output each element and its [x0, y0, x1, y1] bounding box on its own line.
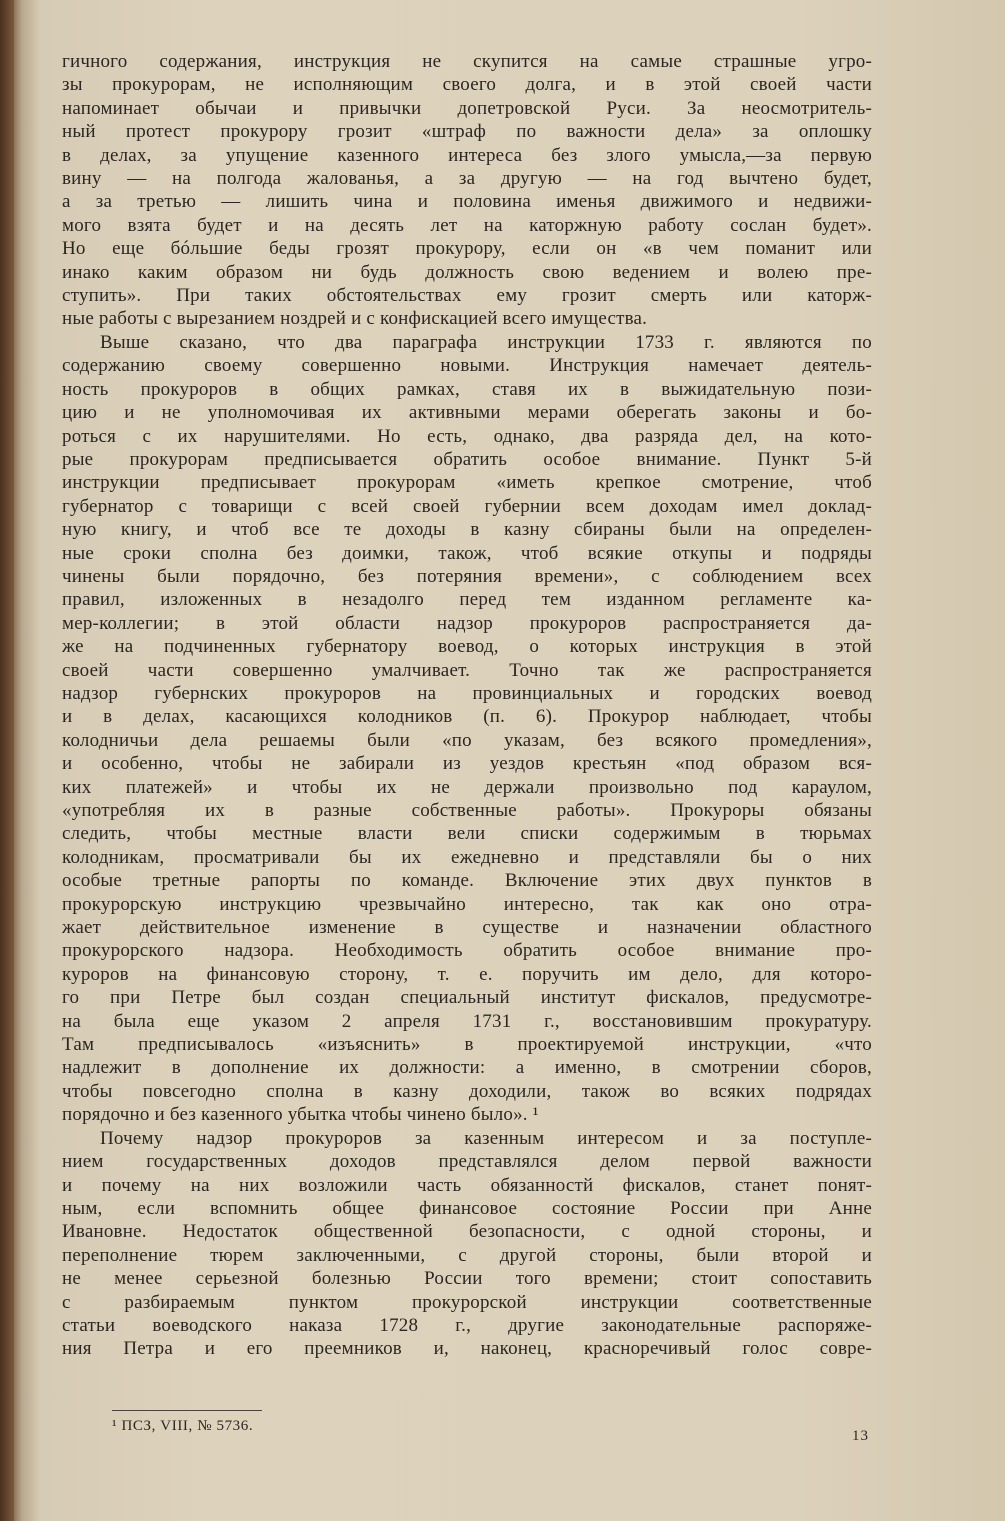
- text-line: Почему надзор прокуроров за казенным интересом и за поступле-: [100, 1127, 872, 1149]
- text-line: ную книгу, и чтоб все те доходы в казну сбираны были на определен-: [62, 519, 872, 541]
- text-line: и почему на них возложили часть обязанностй фискалов, станет понят-: [62, 1174, 872, 1196]
- page-number: 13: [852, 1428, 869, 1444]
- text-line: Выше сказано, что два параграфа инструкции 1733 г. являются по: [100, 331, 872, 353]
- text-line: ные работы с вырезанием ноздрей и с конфискацией всего имущества.: [62, 308, 648, 330]
- text-line: колодничьи дела решаемы были «по указам, без всякого промедления»,: [62, 729, 872, 751]
- text-line: содержанию своему совершенно новыми. Инструкция намечает деятель-: [62, 355, 872, 377]
- text-line: вину — на полгода жалованья, а за другую — на год вычтено будет,: [62, 168, 872, 190]
- text-line: правил, изложенных в незадолго перед тем изданном регламенте ка-: [62, 589, 872, 611]
- text-line: ный протест прокурору грозит «штраф по важности дела» за оплошку: [62, 121, 872, 143]
- text-line: надлежит в дополнение их должности: а именно, в смотрении сборов,: [62, 1057, 872, 1079]
- text-line: следить, чтобы местные власти вели списки содержимым в тюрьмах: [62, 823, 872, 845]
- text-line: мер-коллегии; в этой области надзор прокуроров распространяется да-: [62, 612, 872, 634]
- text-line: рые прокурорам предписывается обратить особое внимание. Пункт 5-й: [62, 448, 872, 470]
- text-line: чтобы повсегодно сполна в казну доходили, також во всяких подрядах: [62, 1080, 872, 1102]
- text-line: Ивановне. Недостаток общественной безопасности, с одной стороны, и: [62, 1221, 872, 1243]
- text-line: на была еще указом 2 апреля 1731 г., восстановившим прокуратуру.: [62, 1010, 872, 1032]
- footnote: ¹ ПСЗ, VIII, № 5736.: [112, 1418, 254, 1434]
- text-line: зы прокурорам, не исполняющим своего долга, и в этой своей части: [62, 74, 872, 96]
- text-line: же на подчиненных губернатору воевод, о которых инструкция в этой: [62, 636, 872, 658]
- text-line: и в делах, касающихся колодников (п. 6). Прокурор наблюдает, чтобы: [62, 706, 872, 728]
- text-line: надзор губернских прокуроров на провинциальных и городских воевод: [62, 682, 872, 704]
- text-line: особые третные рапорты по команде. Включение этих двух пунктов в: [62, 870, 872, 892]
- text-line: «употребляя их в разные собственные работы». Прокуроры обязаны: [62, 800, 872, 821]
- text-line: переполнение тюрем заключенными, с другой стороны, были второй и: [62, 1244, 872, 1266]
- text-line: нием государственных доходов представлялся делом первой важности: [62, 1151, 872, 1173]
- main-text: [62, 50, 872, 1361]
- text-line: ность прокуроров в общих рамках, ставя их в выжидательную пози-: [62, 378, 872, 400]
- text-line: колодникам, просматривали бы их ежедневно и представляли бы о них: [62, 846, 872, 868]
- text-line: статьи воеводского наказа 1728 г., другие законодательные распоряже-: [62, 1314, 872, 1336]
- text-line: цию и не уполномочивая их активными мерами оберегать законы и бо-: [62, 402, 872, 424]
- text-line: чинены были порядочно, без потеряния времени», с соблюдением всех: [62, 565, 872, 587]
- text-line: и особенно, чтобы не забирали из уездов крестьян «под образом вся-: [62, 753, 872, 775]
- text-line: Там предписывалось «изъяснить» в проектируемой инструкции, «что: [62, 1034, 872, 1056]
- text-line: губернатор с товарищи с всей своей губернии всем доходам имел доклад-: [62, 495, 872, 517]
- text-line: ния Петра и его преемников и, наконец, красноречивый голос совре-: [62, 1338, 872, 1360]
- text-line: инструкции предписывает прокурорам «иметь крепкое смотрение, чтоб: [62, 472, 872, 494]
- text-line: Но еще бóльшие беды грозят прокурору, если он «в чем поманит или: [62, 238, 872, 260]
- text-line: го при Петре был создан специальный институт фискалов, предусмотре-: [62, 987, 872, 1009]
- text-line: напоминает обычаи и привычки допетровской Руси. За неосмотритель-: [62, 97, 872, 119]
- footnote-divider: [112, 1410, 262, 1411]
- text-line: мого взята будет и на десять лет на каторжную работу сослан будет».: [62, 214, 872, 236]
- text-line: в делах, за упущение казенного интереса без злого умысла,—за первую: [62, 144, 872, 166]
- text-line: жает действительное изменение в существе и назначении областного: [62, 917, 872, 939]
- text-line: роться с их нарушителями. Но есть, однако, два разряда дел, на кото-: [62, 425, 872, 447]
- text-line: ным, если вспомнить общее финансовое состояние России при Анне: [62, 1197, 872, 1219]
- text-line: своей части совершенно умалчивает. Точно так же распространяется: [62, 659, 872, 681]
- text-line: прокурорского надзора. Необходимость обратить особое внимание про-: [62, 940, 872, 962]
- text-line: ступить». При таких обстоятельствах ему грозит смерть или каторж-: [62, 285, 872, 307]
- text-line: куроров на финансовую сторону, т. е. поручить им дело, для которо-: [62, 963, 872, 985]
- text-line: ные сроки сполна без доимки, також, чтоб всякие откупы и подряды: [62, 542, 872, 564]
- text-line: не менее серьезной болезнью России того времени; стоит сопоставить: [62, 1268, 872, 1290]
- book-spine-shadow: [0, 0, 14, 1521]
- text-line: с разбираемым пунктом прокурорской инструкции соответственные: [62, 1291, 872, 1313]
- text-line: прокурорскую инструкцию чрезвычайно интересно, так как оно отра-: [62, 893, 872, 915]
- text-line: порядочно и без казенного убытка чтобы чинено было». ¹: [62, 1104, 539, 1126]
- text-line: гичного содержания, инструкция не скупится на самые страшные угро-: [62, 51, 872, 72]
- text-line: инако каким образом ни будь должность свою ведением и волею пре-: [62, 261, 872, 283]
- text-line: ких платежей» и чтобы их не держали произвольно под караулом,: [62, 776, 872, 798]
- text-line: а за третью — лишить чина и половина именья движимого и недвижи-: [62, 191, 872, 213]
